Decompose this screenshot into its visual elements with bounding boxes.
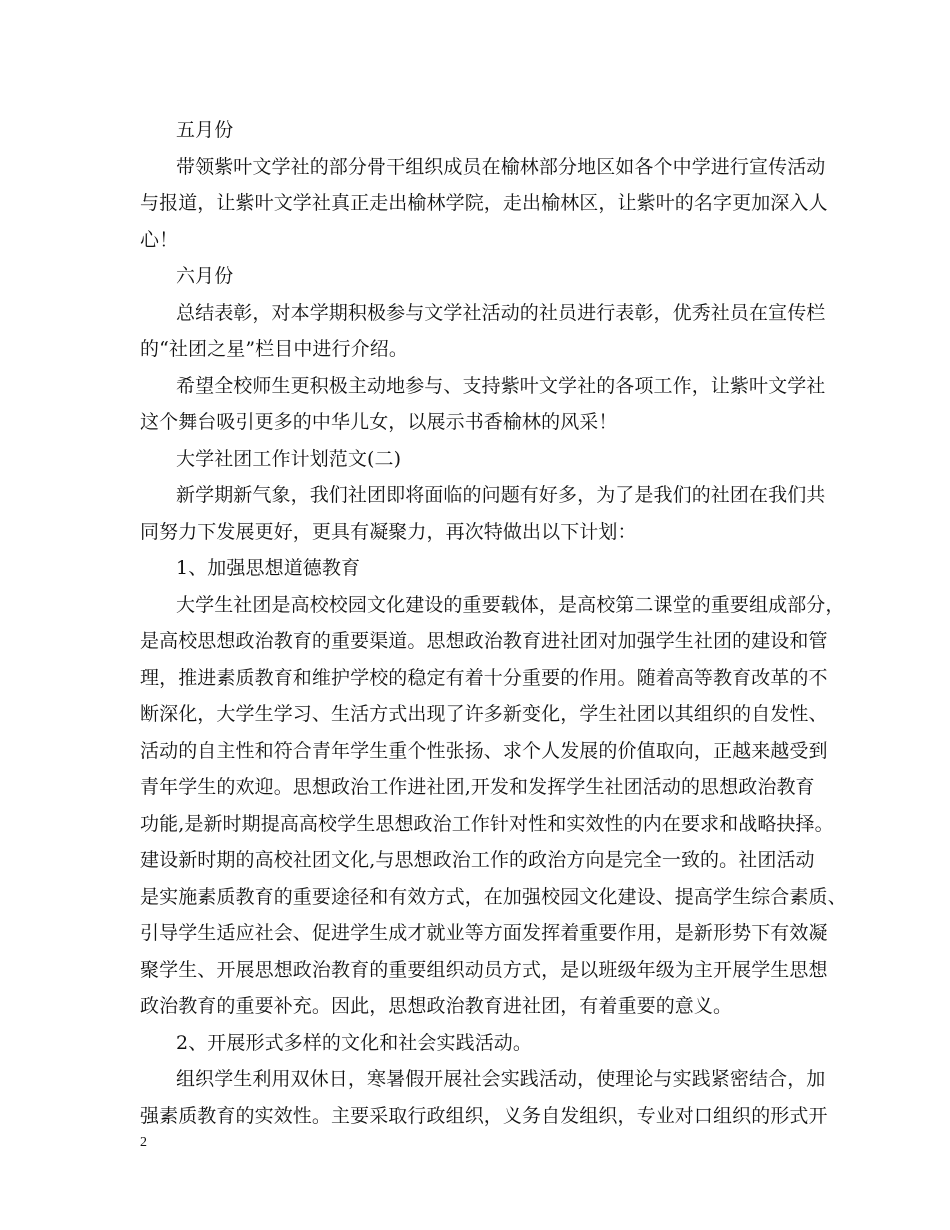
text-line: 新学期新气象，我们社团即将面临的问题有好多，为了是我们的社团在我们共	[176, 484, 826, 506]
text-line: 聚学生、开展思想政治教育的重要组织动员方式，是以班级年级为主开展学生思想	[140, 958, 828, 981]
text-line: 1、加强思想道德教育	[176, 557, 361, 579]
text-line: 建设新时期的高校社团文化,与思想政治工作的政治方向是完全一致的。社团活动	[140, 849, 815, 871]
text-line: 2、开展形式多样的文化和社会实践活动。	[176, 1031, 532, 1054]
text-line: 心！	[140, 228, 179, 251]
page-number: 2	[140, 1135, 147, 1150]
text-line: 这个舞台吸引更多的中华儿女，以展示书香榆林的风采！	[140, 411, 618, 433]
text-line: 大学生社团是高校校园文化建设的重要载体，是高校第二课堂的重要组成部分，	[176, 593, 845, 616]
text-line: 总结表彰，对本学期积极参与文学社活动的社员进行表彰，优秀社员在宣传栏	[176, 301, 826, 324]
text-line: 功能,是新时期提高高校学生思想政治工作针对性和实效性的内在要求和战略抉择。	[140, 812, 834, 835]
text-line: 希望全校师生更积极主动地参与、支持紫叶文学社的各项工作，让紫叶文学社	[176, 374, 826, 397]
text-line: 六月份	[176, 265, 234, 287]
text-line: 组织学生利用双休日，寒暑假开展社会实践活动，使理论与实践紧密结合，加	[176, 1068, 826, 1090]
text-line: 大学社团工作计划范文(二)	[176, 447, 402, 470]
document-body	[140, 112, 847, 1134]
text-line: 是实施素质教育的重要途径和有效方式，在加强校园文化建设、提高学生综合素质、	[140, 885, 847, 908]
text-line: 青年学生的欢迎。思想政治工作进社团,开发和发挥学生社团活动的思想政治教育	[140, 776, 815, 798]
text-line: 带领紫叶文学社的部分骨干组织成员在榆林部分地区如各个中学进行宣传活动	[176, 155, 826, 178]
text-line: 与报道，让紫叶文学社真正走出榆林学院，走出榆林区，让紫叶的名字更加深入人	[140, 192, 828, 214]
text-line: 强素质教育的实效性。主要采取行政组织，义务自发组织，专业对口组织的形式开	[140, 1104, 828, 1127]
text-line: 的“社团之星”栏目中进行介绍。	[140, 338, 408, 360]
text-line: 政治教育的重要补充。因此，思想政治教育进社团，有着重要的意义。	[140, 995, 733, 1017]
text-line: 是高校思想政治教育的重要渠道。思想政治教育进社团对加强学生社团的建设和管	[140, 630, 828, 652]
text-line: 五月份	[176, 119, 234, 141]
text-line: 同努力下发展更好，更具有凝聚力，再次特做出以下计划：	[140, 520, 637, 543]
text-line: 断深化，大学生学习、生活方式出现了许多新变化，学生社团以其组织的自发性、	[140, 703, 828, 725]
text-line: 活动的自主性和符合青年学生重个性张扬、求个人发展的价值取向，正越来越受到	[140, 739, 828, 762]
text-line: 引导学生适应社会、促进学生成才就业等方面发挥着重要作用，是新形势下有效凝	[140, 922, 828, 944]
text-line: 理，推进素质教育和维护学校的稳定有着十分重要的作用。随着高等教育改革的不	[140, 666, 828, 689]
